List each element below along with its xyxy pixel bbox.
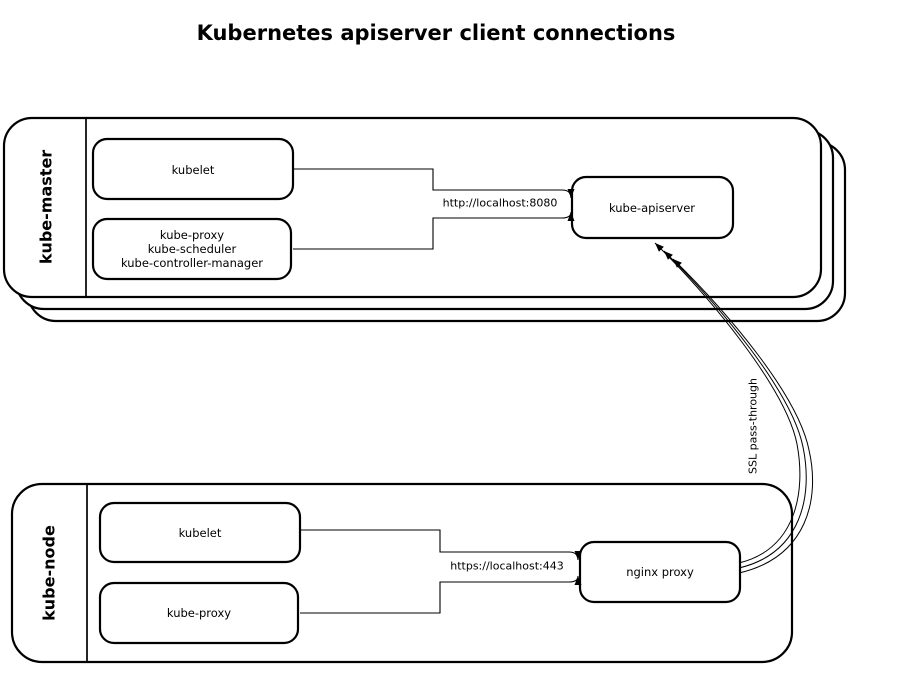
nginx-proxy-label: nginx proxy bbox=[626, 565, 694, 579]
kube-node-group bbox=[12, 484, 792, 662]
kube-master-group bbox=[4, 118, 845, 321]
master-kubelet-label: kubelet bbox=[171, 163, 215, 177]
node-kube-proxy-label: kube-proxy bbox=[166, 606, 232, 620]
kube-apiserver-label: kube-apiserver bbox=[608, 201, 696, 215]
kube-master-group-label: kube-master bbox=[36, 149, 56, 265]
master-control-plane-line2: kube-scheduler bbox=[147, 242, 237, 256]
diagram-title: Kubernetes apiserver client connections bbox=[196, 21, 676, 45]
master-control-plane-line1: kube-proxy bbox=[159, 228, 225, 242]
master-control-plane-line3: kube-controller-manager bbox=[120, 256, 264, 270]
ssl-pass-through-label: SSL pass-through bbox=[746, 378, 760, 474]
http-edge-label: http://localhost:8080 bbox=[442, 196, 558, 210]
node-kubelet-label: kubelet bbox=[178, 526, 222, 540]
https-edge-label: https://localhost:443 bbox=[450, 559, 564, 573]
kube-node-group-label: kube-node bbox=[39, 525, 59, 621]
